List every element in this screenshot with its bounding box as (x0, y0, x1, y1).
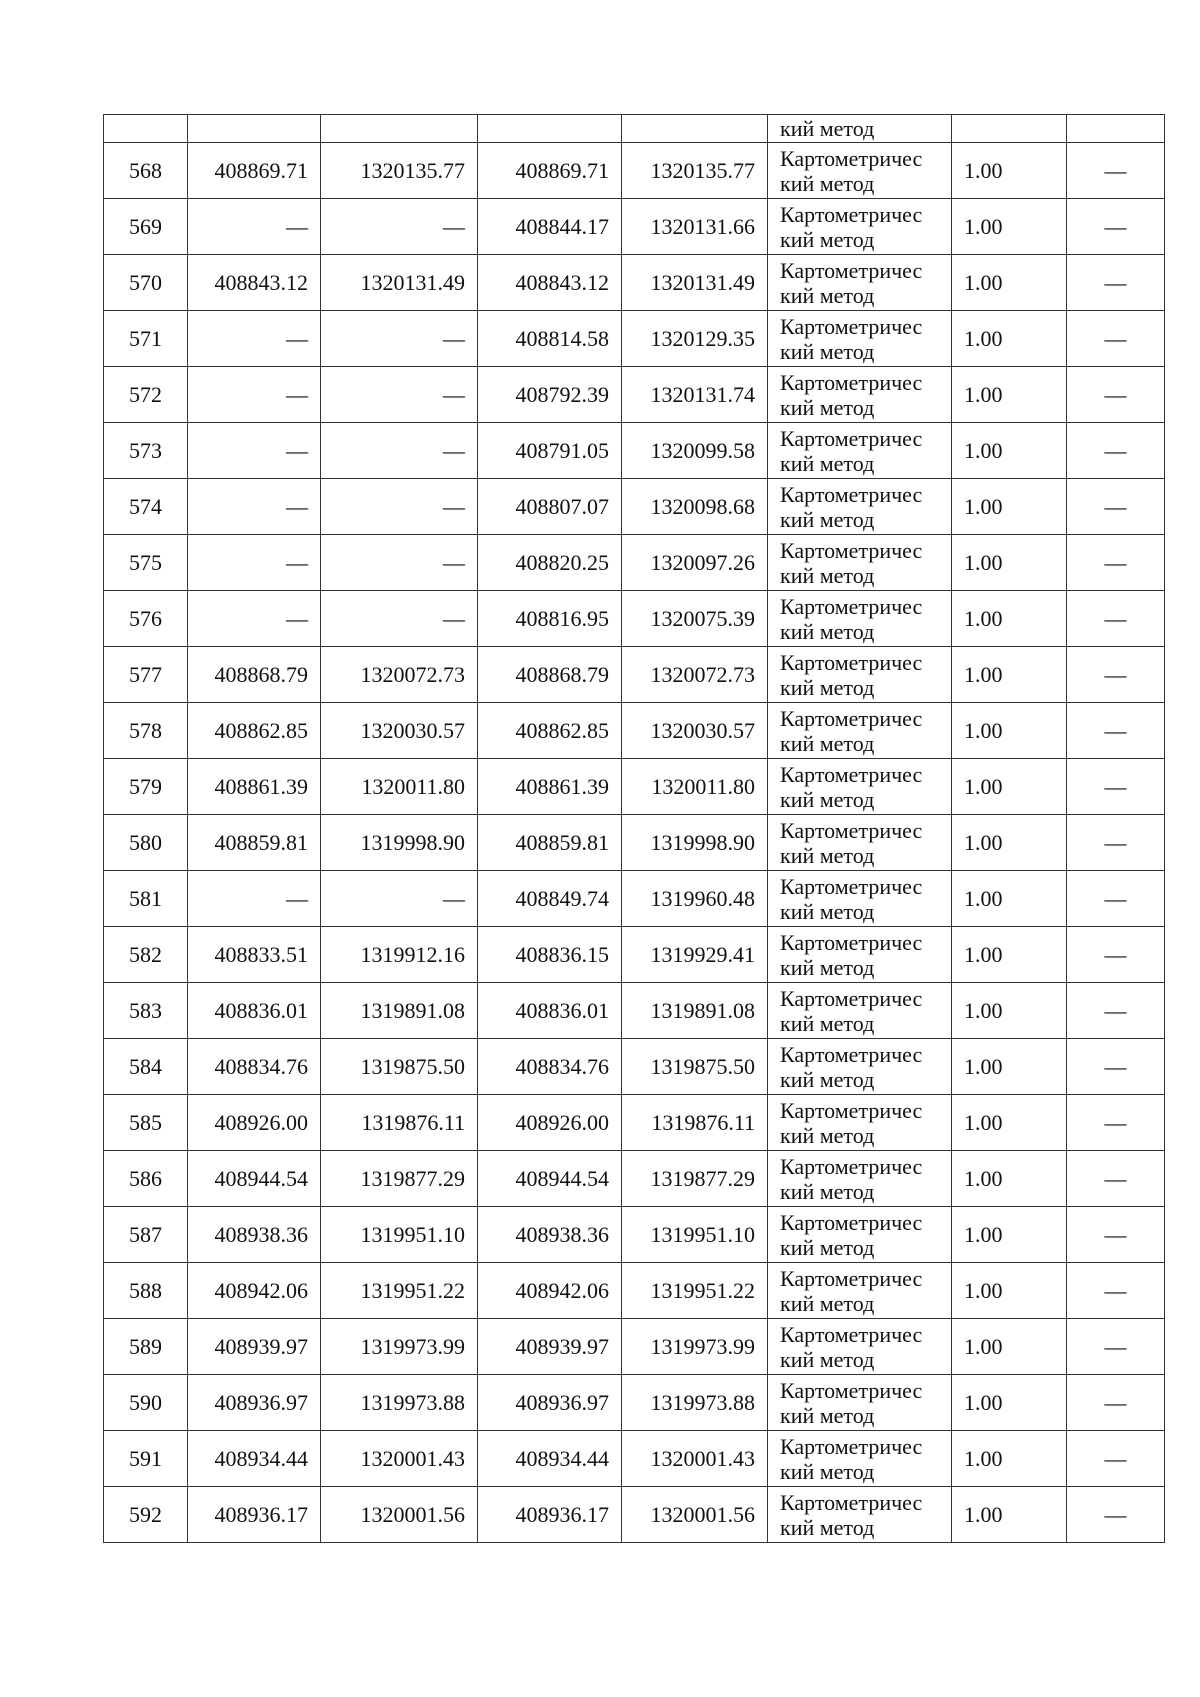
cell-accuracy: 1.00 (952, 143, 1067, 199)
table-row (104, 479, 1165, 535)
cell-x-new: 408938.36 (478, 1207, 622, 1263)
method-line-2: кий метод (780, 338, 875, 364)
cell-y-new: 1319973.99 (622, 1319, 768, 1375)
cell-method (768, 199, 952, 255)
cell-note: — (1067, 927, 1165, 983)
cell-method (768, 535, 952, 591)
cell-y-existing: 1319876.11 (321, 1095, 478, 1151)
cell-note: — (1067, 1039, 1165, 1095)
cell-note: — (1067, 1263, 1165, 1319)
cell-note: — (1067, 311, 1165, 367)
cell-point-number: 575 (104, 535, 188, 591)
method-line-2: кий метод (780, 394, 875, 420)
method-line-1: Картометричес (780, 1209, 923, 1235)
method-line-1: Картометричес (780, 817, 923, 843)
cell-method (768, 367, 952, 423)
cell-point-number: 584 (104, 1039, 188, 1095)
method-line-2: кий метод (780, 1346, 875, 1372)
table-row (104, 815, 1165, 871)
method-line-1: Картометричес (780, 1097, 923, 1123)
cell-x-existing: 408859.81 (188, 815, 321, 871)
cell-x-existing: — (188, 591, 321, 647)
cell-x-new: 408934.44 (478, 1431, 622, 1487)
cell-accuracy: 1.00 (952, 1263, 1067, 1319)
cell-y-existing: — (321, 423, 478, 479)
method-line-2: кий метод (780, 450, 875, 476)
method-line-1: Картометричес (780, 1321, 923, 1347)
cell-accuracy: 1.00 (952, 647, 1067, 703)
cell-y-new: 1320099.58 (622, 423, 768, 479)
cell-method (768, 311, 952, 367)
method-line-2: кий метод (780, 674, 875, 700)
cell-accuracy: 1.00 (952, 1039, 1067, 1095)
cell-point-number (104, 115, 188, 143)
cell-x-existing: — (188, 311, 321, 367)
table-row (104, 983, 1165, 1039)
cell-note: — (1067, 1151, 1165, 1207)
cell-y-existing: — (321, 871, 478, 927)
cell-point-number: 583 (104, 983, 188, 1039)
cell-y-new: 1319951.10 (622, 1207, 768, 1263)
cell-point-number: 580 (104, 815, 188, 871)
table-row (104, 703, 1165, 759)
table-body (104, 115, 1165, 1543)
table-row (104, 311, 1165, 367)
cell-x-existing: 408836.01 (188, 983, 321, 1039)
cell-x-new: 408843.12 (478, 255, 622, 311)
cell-x-existing: — (188, 479, 321, 535)
method-line-2: кий метод (780, 898, 875, 924)
cell-note: — (1067, 815, 1165, 871)
cell-point-number: 590 (104, 1375, 188, 1431)
method-line-1: Картометричес (780, 369, 923, 395)
cell-method (768, 647, 952, 703)
method-line-2: кий метод (780, 730, 875, 756)
cell-y-new: 1320001.43 (622, 1431, 768, 1487)
cell-y-new: 1319877.29 (622, 1151, 768, 1207)
method-line-2: кий метод (780, 1178, 875, 1204)
table-row-continuation (104, 115, 1165, 143)
method-line-2: кий метод (780, 170, 875, 196)
method-line-1: Картометричес (780, 593, 923, 619)
cell-method (768, 1151, 952, 1207)
cell-x-new: 408792.39 (478, 367, 622, 423)
cell-note: — (1067, 591, 1165, 647)
cell-point-number: 592 (104, 1487, 188, 1543)
cell-x-existing: 408926.00 (188, 1095, 321, 1151)
cell-x-existing: — (188, 199, 321, 255)
cell-x-new: 408942.06 (478, 1263, 622, 1319)
method-line-2: кий метод (780, 1458, 875, 1484)
cell-x-new: 408834.76 (478, 1039, 622, 1095)
table-row (104, 1319, 1165, 1375)
method-line-1: Картометричес (780, 1265, 923, 1291)
cell-x-new: 408939.97 (478, 1319, 622, 1375)
cell-x-existing (188, 115, 321, 143)
table-row (104, 1039, 1165, 1095)
cell-x-new: 408836.15 (478, 927, 622, 983)
cell-x-existing: — (188, 367, 321, 423)
cell-accuracy: 1.00 (952, 1487, 1067, 1543)
cell-accuracy: 1.00 (952, 1319, 1067, 1375)
cell-method (768, 1039, 952, 1095)
cell-accuracy: 1.00 (952, 255, 1067, 311)
cell-method (768, 871, 952, 927)
cell-method (768, 1319, 952, 1375)
cell-note: — (1067, 255, 1165, 311)
table-row (104, 367, 1165, 423)
cell-y-existing: 1320030.57 (321, 703, 478, 759)
method-line-1: Картометричес (780, 1489, 923, 1515)
method-line-1: Картометричес (780, 929, 923, 955)
method-line-2: кий метод (780, 1402, 875, 1428)
cell-x-new: 408849.74 (478, 871, 622, 927)
cell-method (768, 815, 952, 871)
cell-x-existing: 408942.06 (188, 1263, 321, 1319)
cell-y-new: 1320129.35 (622, 311, 768, 367)
cell-accuracy: 1.00 (952, 311, 1067, 367)
cell-y-new (622, 115, 768, 143)
method-line-1: Картометричес (780, 537, 923, 563)
cell-method (768, 591, 952, 647)
cell-note: — (1067, 1207, 1165, 1263)
cell-method (768, 1207, 952, 1263)
cell-point-number: 568 (104, 143, 188, 199)
method-line-1: Картометричес (780, 705, 923, 731)
cell-y-new: 1319951.22 (622, 1263, 768, 1319)
method-line-2: кий метод (780, 1234, 875, 1260)
cell-accuracy: 1.00 (952, 815, 1067, 871)
cell-accuracy: 1.00 (952, 479, 1067, 535)
cell-x-existing: 408936.97 (188, 1375, 321, 1431)
cell-x-new: 408862.85 (478, 703, 622, 759)
method-line-2: кий метод (780, 786, 875, 812)
cell-y-new: 1319960.48 (622, 871, 768, 927)
cell-accuracy: 1.00 (952, 199, 1067, 255)
cell-x-new: 408820.25 (478, 535, 622, 591)
cell-note: — (1067, 1375, 1165, 1431)
cell-accuracy: 1.00 (952, 703, 1067, 759)
cell-note: — (1067, 1319, 1165, 1375)
cell-x-new: 408869.71 (478, 143, 622, 199)
cell-x-new: 408861.39 (478, 759, 622, 815)
method-line-1: Картометричес (780, 1041, 923, 1067)
cell-x-new: 408836.01 (478, 983, 622, 1039)
method-line-2: кий метод (780, 562, 875, 588)
table-row (104, 927, 1165, 983)
cell-y-new: 1319891.08 (622, 983, 768, 1039)
cell-y-new: 1320131.74 (622, 367, 768, 423)
cell-x-existing: 408869.71 (188, 143, 321, 199)
cell-accuracy: 1.00 (952, 1095, 1067, 1151)
cell-accuracy: 1.00 (952, 871, 1067, 927)
table-row (104, 199, 1165, 255)
cell-method (768, 1431, 952, 1487)
cell-y-new: 1320011.80 (622, 759, 768, 815)
table-row (104, 255, 1165, 311)
method-line-1: Картометричес (780, 1377, 923, 1403)
cell-y-existing: — (321, 591, 478, 647)
cell-x-existing: — (188, 871, 321, 927)
method-line-2: кий метод (780, 1066, 875, 1092)
cell-point-number: 574 (104, 479, 188, 535)
table-row (104, 1375, 1165, 1431)
cell-y-new: 1320075.39 (622, 591, 768, 647)
cell-note: — (1067, 1095, 1165, 1151)
cell-x-existing: 408939.97 (188, 1319, 321, 1375)
cell-point-number: 589 (104, 1319, 188, 1375)
method-line-1: Картометричес (780, 985, 923, 1011)
method-line-2: кий метод (780, 1290, 875, 1316)
cell-y-new: 1319998.90 (622, 815, 768, 871)
cell-accuracy: 1.00 (952, 591, 1067, 647)
cell-y-new: 1320135.77 (622, 143, 768, 199)
cell-accuracy: 1.00 (952, 423, 1067, 479)
cell-x-new: 408814.58 (478, 311, 622, 367)
cell-method: кий метод (768, 115, 952, 143)
method-line-1: Картометричес (780, 649, 923, 675)
cell-y-new: 1319973.88 (622, 1375, 768, 1431)
table-row (104, 759, 1165, 815)
cell-point-number: 577 (104, 647, 188, 703)
cell-note: — (1067, 479, 1165, 535)
method-line-2: кий метод (780, 506, 875, 532)
cell-method (768, 143, 952, 199)
cell-y-existing: 1319877.29 (321, 1151, 478, 1207)
cell-point-number: 582 (104, 927, 188, 983)
cell-y-new: 1320097.26 (622, 535, 768, 591)
method-line-1: Картометричес (780, 313, 923, 339)
table-row (104, 1263, 1165, 1319)
cell-method (768, 759, 952, 815)
cell-point-number: 578 (104, 703, 188, 759)
cell-accuracy: 1.00 (952, 535, 1067, 591)
cell-note: — (1067, 367, 1165, 423)
cell-method (768, 927, 952, 983)
cell-note: — (1067, 871, 1165, 927)
cell-method (768, 983, 952, 1039)
cell-point-number: 570 (104, 255, 188, 311)
table-row (104, 871, 1165, 927)
cell-point-number: 579 (104, 759, 188, 815)
cell-y-new: 1320131.66 (622, 199, 768, 255)
cell-point-number: 581 (104, 871, 188, 927)
method-line-1: Картометричес (780, 873, 923, 899)
cell-x-existing: — (188, 535, 321, 591)
cell-x-existing: — (188, 423, 321, 479)
cell-y-existing: 1320135.77 (321, 143, 478, 199)
method-line-2: кий метод (780, 1122, 875, 1148)
cell-x-existing: 408944.54 (188, 1151, 321, 1207)
cell-method (768, 255, 952, 311)
cell-note: — (1067, 1431, 1165, 1487)
method-line-1: Картометричес (780, 425, 923, 451)
cell-x-existing: 408868.79 (188, 647, 321, 703)
cell-x-new: 408868.79 (478, 647, 622, 703)
cell-note: — (1067, 759, 1165, 815)
method-line-2: кий метод (780, 954, 875, 980)
cell-y-existing: 1319951.22 (321, 1263, 478, 1319)
table-row (104, 1431, 1165, 1487)
cell-x-existing: 408861.39 (188, 759, 321, 815)
cell-note: — (1067, 703, 1165, 759)
cell-y-existing: 1320072.73 (321, 647, 478, 703)
cell-accuracy: 1.00 (952, 367, 1067, 423)
method-line-2: кий метод (780, 618, 875, 644)
coordinates-table (103, 114, 1165, 1543)
method-line-2: кий метод (780, 1010, 875, 1036)
cell-x-new: 408807.07 (478, 479, 622, 535)
cell-x-existing: 408834.76 (188, 1039, 321, 1095)
cell-y-existing: 1319912.16 (321, 927, 478, 983)
cell-note: — (1067, 983, 1165, 1039)
cell-x-new: 408859.81 (478, 815, 622, 871)
table-row (104, 1207, 1165, 1263)
cell-method (768, 1487, 952, 1543)
cell-y-existing: 1319973.99 (321, 1319, 478, 1375)
cell-method (768, 1375, 952, 1431)
cell-y-new: 1320030.57 (622, 703, 768, 759)
cell-note: — (1067, 535, 1165, 591)
cell-accuracy: 1.00 (952, 1375, 1067, 1431)
cell-point-number: 591 (104, 1431, 188, 1487)
cell-point-number: 569 (104, 199, 188, 255)
cell-y-new: 1320001.56 (622, 1487, 768, 1543)
cell-x-existing: 408936.17 (188, 1487, 321, 1543)
table-row (104, 1487, 1165, 1543)
table-row (104, 591, 1165, 647)
method-line-1: Картометричес (780, 761, 923, 787)
cell-y-new: 1319929.41 (622, 927, 768, 983)
cell-x-existing: 408862.85 (188, 703, 321, 759)
method-line-1: Картометричес (780, 257, 923, 283)
cell-point-number: 585 (104, 1095, 188, 1151)
cell-note: — (1067, 199, 1165, 255)
cell-accuracy (952, 115, 1067, 143)
cell-method (768, 1263, 952, 1319)
cell-accuracy: 1.00 (952, 983, 1067, 1039)
cell-y-existing: — (321, 311, 478, 367)
table-row (104, 423, 1165, 479)
cell-accuracy: 1.00 (952, 1431, 1067, 1487)
method-line-2: кий метод (780, 1514, 875, 1540)
cell-y-existing: 1320011.80 (321, 759, 478, 815)
method-line-1: Картометричес (780, 201, 923, 227)
cell-x-existing: 408938.36 (188, 1207, 321, 1263)
cell-method (768, 1095, 952, 1151)
method-line-2: кий метод (780, 226, 875, 252)
cell-x-new: 408936.97 (478, 1375, 622, 1431)
table-row (104, 1151, 1165, 1207)
cell-y-existing: — (321, 535, 478, 591)
cell-x-existing: 408833.51 (188, 927, 321, 983)
table-row (104, 143, 1165, 199)
cell-point-number: 572 (104, 367, 188, 423)
method-line-2: кий метод (780, 842, 875, 868)
cell-method (768, 479, 952, 535)
cell-note: — (1067, 423, 1165, 479)
cell-point-number: 571 (104, 311, 188, 367)
cell-x-new: 408944.54 (478, 1151, 622, 1207)
cell-y-existing: — (321, 199, 478, 255)
cell-y-existing: 1320131.49 (321, 255, 478, 311)
cell-y-new: 1320072.73 (622, 647, 768, 703)
cell-x-new: 408926.00 (478, 1095, 622, 1151)
method-line-1: Картометричес (780, 481, 923, 507)
cell-y-existing: 1319973.88 (321, 1375, 478, 1431)
cell-accuracy: 1.00 (952, 1151, 1067, 1207)
table-row (104, 535, 1165, 591)
cell-method (768, 423, 952, 479)
cell-x-existing: 408934.44 (188, 1431, 321, 1487)
cell-accuracy: 1.00 (952, 927, 1067, 983)
cell-point-number: 587 (104, 1207, 188, 1263)
cell-x-new (478, 115, 622, 143)
cell-y-existing: 1320001.56 (321, 1487, 478, 1543)
cell-note: — (1067, 647, 1165, 703)
cell-y-new: 1319876.11 (622, 1095, 768, 1151)
cell-y-existing (321, 115, 478, 143)
method-line-1: Картометричес (780, 145, 923, 171)
cell-note: — (1067, 143, 1165, 199)
cell-x-new: 408791.05 (478, 423, 622, 479)
cell-y-new: 1320131.49 (622, 255, 768, 311)
cell-accuracy: 1.00 (952, 759, 1067, 815)
cell-y-existing: 1319998.90 (321, 815, 478, 871)
cell-note (1067, 115, 1165, 143)
cell-method (768, 703, 952, 759)
cell-y-existing: — (321, 479, 478, 535)
cell-point-number: 576 (104, 591, 188, 647)
cell-x-existing: 408843.12 (188, 255, 321, 311)
cell-y-existing: 1319875.50 (321, 1039, 478, 1095)
cell-y-existing: — (321, 367, 478, 423)
cell-y-new: 1319875.50 (622, 1039, 768, 1095)
cell-y-existing: 1320001.43 (321, 1431, 478, 1487)
cell-x-new: 408936.17 (478, 1487, 622, 1543)
cell-x-new: 408816.95 (478, 591, 622, 647)
method-line-1: Картометричес (780, 1433, 923, 1459)
cell-point-number: 586 (104, 1151, 188, 1207)
cell-note: — (1067, 1487, 1165, 1543)
cell-y-existing: 1319891.08 (321, 983, 478, 1039)
method-line-1: Картометричес (780, 1153, 923, 1179)
cell-y-existing: 1319951.10 (321, 1207, 478, 1263)
method-line-2: кий метод (780, 282, 875, 308)
table-row (104, 647, 1165, 703)
cell-point-number: 573 (104, 423, 188, 479)
cell-x-new: 408844.17 (478, 199, 622, 255)
cell-point-number: 588 (104, 1263, 188, 1319)
table-row (104, 1095, 1165, 1151)
cell-y-new: 1320098.68 (622, 479, 768, 535)
cell-accuracy: 1.00 (952, 1207, 1067, 1263)
